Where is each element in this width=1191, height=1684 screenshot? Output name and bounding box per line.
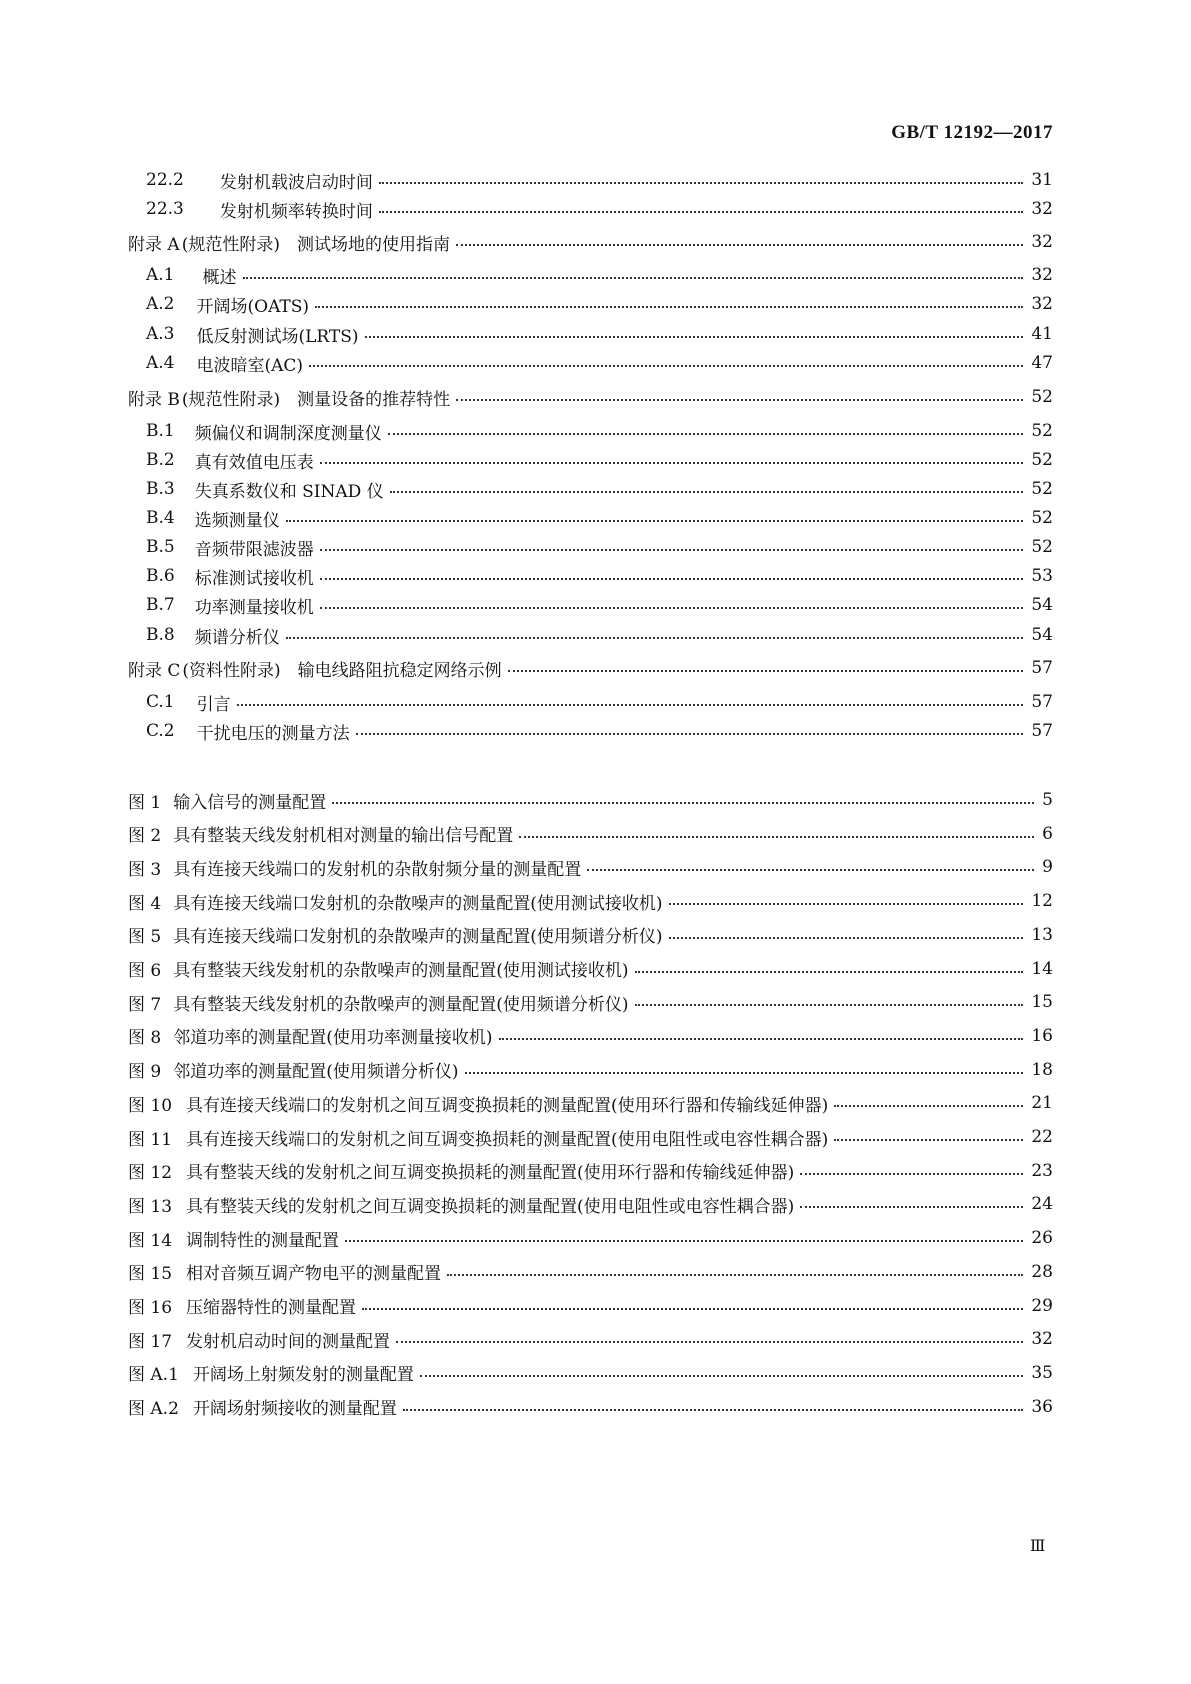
toc-entry-page: 52 [1031,421,1053,441]
toc-entry-number: B.4 [146,508,175,528]
toc-entry-number: 图 5 [128,927,162,948]
toc-section-entry [0,590,1191,620]
toc-entry-number: B.7 [146,595,175,615]
toc-entry-title: 具有连接天线端口发射机的杂散噪声的测量配置(使用测试接收机) [173,893,663,914]
toc-entry-title: 邻道功率的测量配置(使用功率测量接收机) [173,1028,493,1049]
toc-entry-title: 频谱分析仪 [194,627,280,648]
toc-entry-page: 6 [1042,823,1053,844]
dot-leader [237,704,1024,706]
dot-leader [834,1139,1023,1141]
toc-entry-number: 图 6 [128,961,162,981]
dot-leader [388,433,1024,435]
toc-entry-title: 低反射测试场(LRTS) [196,326,359,347]
toc-entry-title: 具有整装天线的发射机之间互调变换损耗的测量配置(使用环行器和传输线延伸器) [186,1163,795,1184]
toc-entry-page: 32 [1031,199,1053,219]
toc-entry-title: 标准测试接收机 [194,568,314,589]
toc-entry-title: 具有整装天线发射机的杂散噪声的测量配置(使用频谱分析仪) [173,994,629,1015]
toc-figure-entry [0,954,1191,984]
dot-leader [379,182,1024,184]
dot-leader [320,607,1024,609]
toc-entry-page: 41 [1031,324,1053,344]
toc-entry-page: 12 [1031,891,1053,912]
dot-leader [635,971,1024,973]
toc-figure-entry [0,1088,1191,1118]
toc-entry-number: 图 16 [128,1298,173,1318]
toc-entry-number: 图 7 [128,994,162,1015]
toc-entry-number: 图 13 [128,1196,173,1217]
toc-figure-entry [0,1358,1191,1388]
dot-leader [499,1038,1024,1040]
dot-leader [508,670,1024,672]
dot-leader [669,903,1024,905]
toc-entry-title: 开阔场上射频发射的测量配置 [192,1365,414,1386]
toc-entry-title: 音频带限滤波器 [194,539,314,560]
toc-section-entry [0,716,1191,746]
toc-entry-title: 输入信号的测量配置 [173,792,327,813]
dot-leader [286,520,1024,522]
toc-figure-entry [0,1392,1191,1422]
toc-section-entry [0,194,1191,224]
dot-leader [309,365,1023,367]
toc-section-entry [0,687,1191,717]
dot-leader [465,1072,1024,1074]
toc-entry-number: C.1 [146,692,175,712]
toc-figure-entry [0,1055,1191,1085]
toc-figure-entry [0,1257,1191,1287]
toc-figure-entry [0,852,1191,882]
dot-leader [345,1240,1023,1242]
toc-section-entry [0,416,1191,446]
toc-figure-entry [0,1291,1191,1321]
toc-entry-title: 功率测量接收机 [194,597,314,618]
dot-leader [587,869,1034,871]
dot-leader [390,491,1024,493]
toc-section-entry [0,474,1191,504]
toc-section-entry [0,260,1191,290]
toc-entry-title: 真有效值电压表 [194,452,314,473]
toc-entry-number: 图 4 [128,893,162,914]
dot-leader [456,399,1023,401]
dot-leader [315,306,1023,308]
page-header: GB/T 12192—2017 [891,122,1053,143]
toc-entry-page: 52 [1031,387,1053,407]
toc-entry-number: 图 3 [128,859,162,880]
toc-entry-page: 54 [1031,625,1053,645]
toc-entry-title: 概述 [202,267,237,288]
dot-leader [286,637,1024,639]
toc-section-entry [0,165,1191,195]
toc-entry-number: B.6 [146,566,175,586]
toc-entry-title: (规范性附录) 测量设备的推荐特性 [181,389,451,410]
toc-entry-number: B.3 [146,479,175,499]
dot-leader [519,836,1034,838]
dot-leader [834,1105,1023,1107]
toc-entry-page: 18 [1031,1059,1053,1080]
toc-entry-page: 52 [1031,479,1053,499]
dot-leader [320,578,1024,580]
toc-entry-number: 22.2 [146,170,184,190]
toc-entry-number: 图 11 [128,1129,173,1150]
toc-entry-number: A.2 [146,294,175,314]
toc-entry-page: 53 [1031,566,1053,586]
toc-entry-page: 29 [1031,1295,1053,1316]
toc-section-entry [0,620,1191,650]
toc-entry-number: 图 1 [128,792,162,813]
toc-entry-number: B.1 [146,421,175,441]
toc-entry-page: 54 [1031,595,1053,615]
toc-entry-number: B.5 [146,537,175,557]
toc-figure-entry [0,819,1191,849]
toc-entry-title: 开阔场(OATS) [196,296,310,317]
toc-section-entry [0,532,1191,562]
toc-entry-page: 32 [1031,1329,1053,1350]
toc-entry-number: 22.3 [146,199,184,219]
toc-figure-entry [0,1223,1191,1253]
toc-entry-page: 23 [1031,1160,1053,1181]
toc-entry-title: 压缩器特性的测量配置 [186,1298,357,1318]
toc-entry-page: 35 [1031,1362,1053,1383]
toc-entry-page: 28 [1031,1261,1053,1282]
toc-section-entry [0,382,1191,412]
toc-entry-page: 57 [1031,658,1053,678]
dot-leader [447,1274,1023,1276]
toc-entry-number: 附录 B [128,389,180,410]
toc-entry-page: 31 [1031,170,1053,190]
toc-entry-number: A.4 [146,353,175,373]
toc-figure-entry [0,886,1191,916]
toc-entry-number: B.2 [146,450,175,470]
toc-entry-page: 52 [1031,450,1053,470]
toc-entry-title: 频偏仪和调制深度测量仪 [194,423,382,444]
dot-leader [456,244,1023,246]
dot-leader [635,1004,1024,1006]
toc-entry-number: 附录 A [128,234,180,255]
toc-entry-number: 图 A.2 [128,1399,179,1420]
toc-figure-entry [0,1189,1191,1219]
toc-entry-page: 57 [1031,692,1053,712]
toc-entry-page: 32 [1031,265,1053,285]
toc-entry-page: 52 [1031,508,1053,528]
toc-entry-page: 21 [1031,1093,1053,1114]
toc-figure-entry [0,920,1191,950]
toc-figure-entry [0,1156,1191,1186]
dot-leader [379,211,1024,213]
toc-section-entry [0,445,1191,475]
toc-entry-title: 调制特性的测量配置 [186,1230,340,1251]
toc-entry-number: A.1 [146,265,175,285]
toc-entry-page: 26 [1031,1228,1053,1249]
toc-entry-page: 57 [1031,721,1053,741]
page-number: Ⅲ [1030,1538,1046,1555]
toc-entry-title: 选频测量仪 [194,510,280,531]
toc-entry-title: 发射机载波启动时间 [219,172,373,193]
dot-leader [332,802,1034,804]
toc-section-entry [0,289,1191,319]
toc-entry-number: 图 8 [128,1028,162,1049]
toc-entry-title: 具有连接天线端口发射机的杂散噪声的测量配置(使用频谱分析仪) [173,927,663,948]
toc-entry-page: 16 [1031,1025,1053,1046]
dot-leader [243,277,1024,279]
dot-leader [365,336,1024,338]
toc-figure-entry [0,1122,1191,1152]
toc-entry-title: 具有连接天线端口的发射机的杂散射频分量的测量配置 [173,859,582,880]
dot-leader [356,733,1024,735]
toc-entry-title: (规范性附录) 测试场地的使用指南 [181,234,450,255]
toc-entry-title: 失真系数仪和 SINAD 仪 [194,481,384,502]
toc-entry-number: 图 17 [128,1331,173,1352]
toc-section-entry [0,653,1191,683]
dot-leader [800,1173,1023,1175]
toc-figure-entry [0,1021,1191,1051]
toc-entry-number: 图 14 [128,1230,173,1251]
toc-entry-title: (资料性附录) 输电线路阻抗稳定网络示例 [182,660,502,681]
dot-leader [420,1375,1023,1377]
toc-entry-title: 发射机频率转换时间 [219,201,373,222]
toc-entry-title: 具有连接天线端口的发射机之间互调变换损耗的测量配置(使用电阻性或电容性耦合器) [186,1129,829,1150]
toc-entry-page: 52 [1031,537,1053,557]
toc-figure-entry [0,1324,1191,1354]
toc-section-entry [0,561,1191,591]
toc-section-entry [0,348,1191,378]
toc-section-entry [0,227,1191,257]
toc-entry-number: 附录 C [128,660,181,681]
toc-entry-title: 开阔场射频接收的测量配置 [192,1399,397,1420]
toc-entry-page: 13 [1031,924,1053,945]
toc-section-entry [0,503,1191,533]
toc-entry-page: 32 [1031,294,1053,314]
toc-entry-title: 发射机启动时间的测量配置 [186,1331,391,1352]
dot-leader [403,1409,1023,1411]
toc-entry-title: 电波暗室(AC) [196,355,304,376]
toc-entry-title: 具有连接天线端口的发射机之间互调变换损耗的测量配置(使用环行器和传输线延伸器) [186,1095,829,1116]
toc-entry-page: 9 [1042,857,1053,878]
toc-entry-page: 22 [1031,1127,1053,1147]
dot-leader [669,937,1024,939]
dot-leader [320,549,1024,551]
dot-leader [800,1206,1023,1208]
toc-entry-title: 具有整装天线发射机的杂散噪声的测量配置(使用测试接收机) [173,961,629,981]
toc-entry-page: 14 [1031,958,1053,979]
toc-entry-number: C.2 [146,721,175,741]
toc-entry-title: 具有整装天线发射机相对测量的输出信号配置 [173,826,514,847]
toc-entry-page: 47 [1031,353,1053,373]
toc-entry-page: 24 [1031,1194,1053,1215]
toc-entry-title: 具有整装天线的发射机之间互调变换损耗的测量配置(使用电阻性或电容性耦合器) [186,1196,795,1217]
toc-entry-title: 相对音频互调产物电平的测量配置 [186,1264,442,1285]
toc-figure-entry [0,987,1191,1017]
toc-entry-number: 图 10 [128,1095,173,1116]
toc-entry-number: 图 2 [128,826,162,847]
toc-entry-title: 干扰电压的测量方法 [196,723,350,744]
toc-entry-title: 引言 [196,694,231,715]
toc-figure-entry [0,785,1191,815]
dot-leader [362,1308,1023,1310]
toc-entry-page: 5 [1042,790,1053,810]
toc-entry-number: B.8 [146,625,175,645]
toc-entry-number: 图 9 [128,1062,162,1083]
dot-leader [320,462,1024,464]
toc-entry-page: 32 [1031,232,1053,252]
dot-leader [396,1341,1023,1343]
toc-entry-number: A.3 [146,324,175,344]
toc-entry-number: 图 12 [128,1163,173,1184]
toc-entry-number: 图 A.1 [128,1365,179,1386]
toc-entry-number: 图 15 [128,1264,173,1285]
toc-entry-page: 15 [1031,992,1053,1013]
toc-entry-title: 邻道功率的测量配置(使用频谱分析仪) [173,1062,459,1083]
toc-entry-page: 36 [1031,1396,1053,1417]
toc-section-entry [0,319,1191,349]
